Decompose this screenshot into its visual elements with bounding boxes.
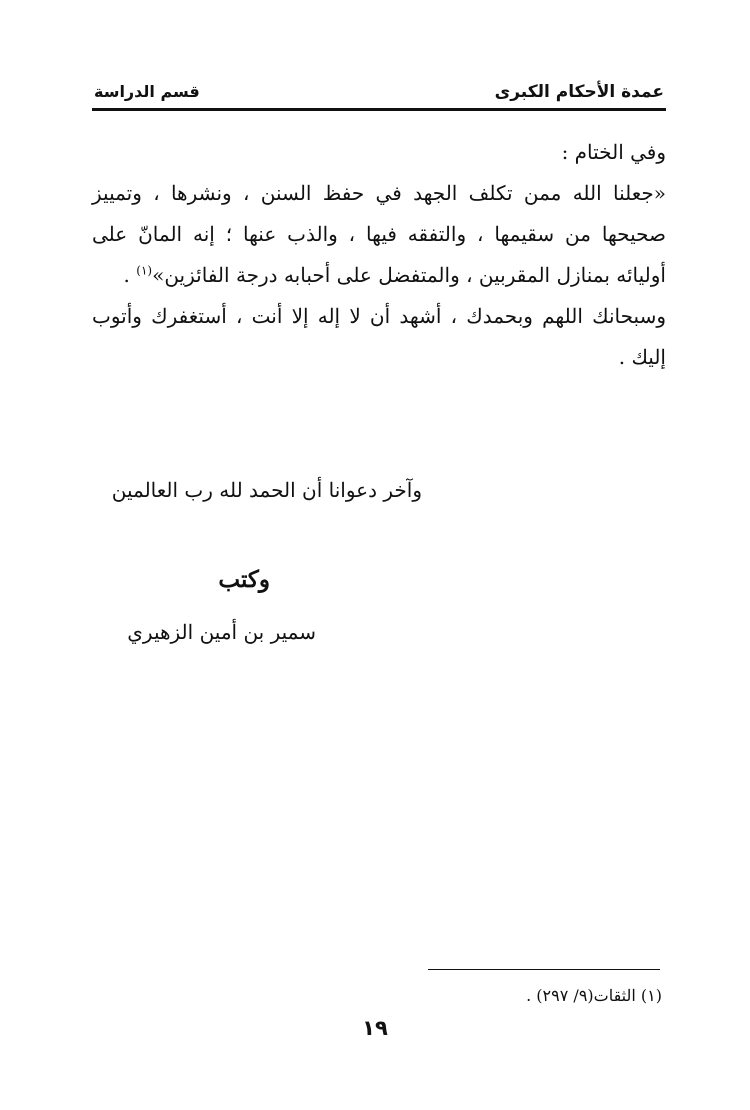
final-supplication: وآخر دعوانا أن الحمد لله رب العالمين: [111, 478, 422, 502]
running-header-section: قسم الدراسة: [94, 82, 200, 101]
quoted-supplication: [92, 173, 666, 296]
footnote: (١) الثقات(٩/ ٢٩٧) .: [526, 986, 662, 1005]
closing-prayer: وسبحانك اللهم وبحمدك ، أشهد أن لا إله إلا أنت ، أستغفرك وأتوب إليك .: [92, 304, 666, 369]
footnote-rule: [428, 969, 660, 970]
page-number: ١٩: [362, 1016, 388, 1040]
main-text: [92, 132, 666, 378]
quote-text: «جعلنا الله ممن تكلف الجهد في حفظ السنن ، ونشرها ، وتمييز صحيحها من سقيمها ، والتفقه فيها ، والذب عنها ؛ إنه المانّ على أوليائه بمنازل المقربين ، والمتفضل على أحبابه درجة الفائزين»: [92, 181, 666, 287]
author-name: سمير بن أمين الزهيري: [127, 620, 316, 644]
quote-end: .: [123, 263, 137, 287]
footnote-marker[interactable]: (١): [136, 263, 153, 278]
header-rule: [92, 108, 666, 111]
signature-label: وكتب: [218, 566, 270, 593]
running-header-title: عمدة الأحكام الكبرى: [494, 82, 664, 102]
closing-intro: وفي الختام :: [561, 140, 666, 164]
